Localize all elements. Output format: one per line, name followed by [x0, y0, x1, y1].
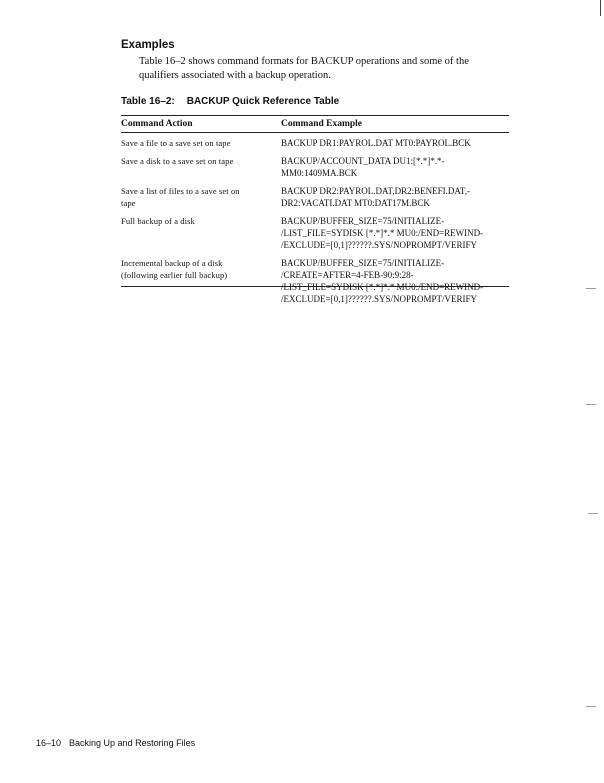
table-row [121, 132, 509, 155]
cell-line: /LIST_FILE=SYDISK [*.*]*.* MU0:/END=REWIND- [281, 282, 484, 292]
cell-line: BACKUP/BUFFER_SIZE=75/INITIALIZE- [281, 216, 445, 226]
table-caption-title: BACKUP Quick Reference Table [186, 96, 340, 107]
footer-page-number: 16–10 [36, 738, 62, 748]
command-action-cell [121, 185, 281, 215]
cell-line: BACKUP DR2:PAYROL.DAT,DR2:BENEFI.DAT,- [281, 186, 470, 196]
cell-line: Save a list of files to a save set on [121, 186, 240, 196]
footer-chapter-title: Backing Up and Restoring Files [69, 738, 196, 748]
cell-line: BACKUP DR1:PAYROL.DAT MT0:PAYROL.BCK [281, 138, 471, 148]
cell-line: Full backup of a disk [121, 216, 195, 226]
cell-line: DR2:VACATI.DAT MT0:DAT17M.BCK [281, 198, 430, 208]
scan-edge-mark [600, 0, 601, 16]
table-row [121, 257, 509, 311]
command-example-cell [281, 257, 509, 311]
scan-edge-mark [586, 404, 596, 405]
intro-line: qualifiers associated with a backup operation. [139, 70, 331, 81]
command-action-cell [121, 257, 281, 311]
command-action-cell [121, 215, 281, 257]
cell-line: Save a disk to a save set on tape [121, 156, 234, 166]
cell-line: /CREATE=AFTER=4-FEB-90:9:28- [281, 270, 414, 280]
column-header-action: Command Action [121, 118, 193, 129]
cell-line: Save a file to a save set on tape [121, 138, 231, 148]
scan-edge-mark [586, 706, 596, 707]
section-heading: Examples [121, 39, 175, 51]
table-row [121, 185, 509, 215]
cell-line: BACKUP/ACCOUNT_DATA DU1:[*.*]*.*- [281, 156, 445, 166]
column-header-example: Command Example [281, 118, 363, 129]
cell-line: tape [121, 198, 136, 208]
cell-line: /EXCLUDE=[0,1]??????.SYS/NOPROMPT/VERIFY [281, 240, 478, 250]
command-example-cell [281, 185, 509, 215]
intro-paragraph [139, 55, 519, 83]
table-header-row [121, 115, 509, 132]
command-example-cell [281, 132, 509, 155]
table-caption-number: Table 16–2: [121, 96, 175, 107]
backup-reference-table [121, 115, 509, 311]
scan-edge-mark [588, 513, 598, 514]
cell-line: BACKUP/BUFFER_SIZE=75/INITIALIZE- [281, 258, 445, 268]
table-row [121, 155, 509, 185]
cell-line: Incremental backup of a disk [121, 258, 223, 268]
table-row [121, 215, 509, 257]
command-action-cell [121, 132, 281, 155]
cell-line: MM0:1409MA.BCK [281, 168, 358, 178]
intro-line: Table 16–2 shows command formats for BACKUP operations and some of the [139, 56, 469, 67]
command-example-cell [281, 215, 509, 257]
scan-edge-mark [586, 288, 596, 289]
cell-line: /LIST_FILE=SYDISK [*.*]*.* MU0:/END=REWIND- [281, 228, 484, 238]
cell-line: (following earlier full backup) [121, 270, 228, 280]
page-footer [36, 738, 195, 748]
cell-line: /EXCLUDE=[0,1]??????.SYS/NOPROMPT/VERIFY [281, 294, 478, 304]
command-action-cell [121, 155, 281, 185]
table-caption [121, 96, 339, 107]
command-example-cell [281, 155, 509, 185]
